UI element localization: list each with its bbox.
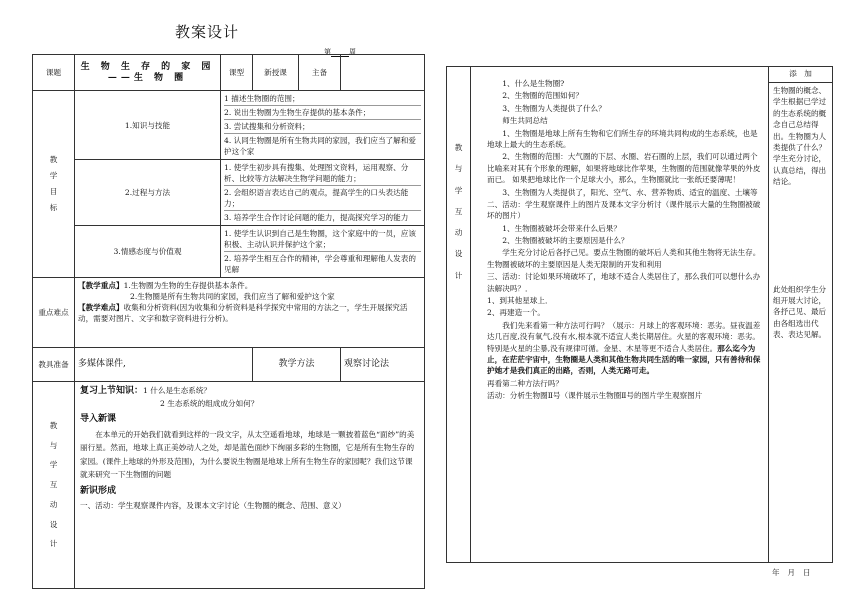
- review-question: 1 什么是生态系统？: [143, 386, 212, 395]
- option: 2、再建造一个。: [487, 308, 545, 318]
- emotion-items: [221, 226, 425, 278]
- summary-point: 1、生物圈是地球上所有生物和它们所生存的环境共同构成的生态系统，也是地球上最大的生态系统。: [487, 128, 758, 149]
- second-method: 再看第二种方法行吗？: [487, 378, 563, 388]
- note-two: 此处组织学生分组开展大讨论，各抒己见、最后由各组选出代表、表达见解。: [773, 284, 827, 340]
- process-item: 1. 使学生初步具有搜集、处理图文资料，运用观察、分析、比较等方法解决生物学问题的能力；: [224, 161, 421, 186]
- prep-value: 多媒体课件,: [75, 348, 253, 382]
- left-process-content: [75, 382, 425, 589]
- method-value: 观察讨论法: [341, 348, 425, 382]
- focus-item: 2.生物圈是所有生物共同的家园，我们应当了解和爱护这个家: [130, 292, 335, 301]
- right-lesson-table: [446, 66, 833, 563]
- question: 3、生物圈为人类提供了什么？: [502, 103, 606, 113]
- process-items: [221, 160, 425, 226]
- difficulty-text: 收集和分析资料(因为收集和分析资料是科学探究中常用的方法之一，学生开展探究活动，需要对图片、文字和数字资料进行分析)。: [78, 303, 408, 323]
- goal-process-row: [33, 160, 425, 226]
- new-knowledge-title: 新识形成: [80, 486, 117, 497]
- key-points-row: [33, 278, 425, 348]
- option: 1、到其他星球上．: [487, 296, 553, 306]
- knowledge-label: 1.知识与技能: [75, 91, 221, 160]
- teacher-label: 主备: [299, 55, 341, 91]
- question: 2、生物圈的范围如何？: [502, 91, 583, 101]
- key-points-label: 重点难点: [33, 278, 75, 348]
- goals-label: 教 学 目 标: [33, 91, 75, 278]
- prep-row: [33, 348, 425, 382]
- emotion-item: 1. 使学生认识到自己是生物圈，这个家庭中的一员，应该积极、主动认识并保护这个家；: [224, 227, 421, 252]
- summary-heading: 师生共同总结: [502, 116, 548, 126]
- summary-point: 3、生物圈为人类提供了，阳光、空气、水、营养物质、适宜的温度、土壤等: [502, 187, 758, 197]
- knowledge-item: 4. 认同生物圈是所有生物共同的家园，我们应当了解和爱护这个家: [224, 136, 416, 156]
- emotion-item: 2. 培养学生相互合作的精神，学会尊重和理解他人发表的见解: [224, 254, 416, 274]
- question: 1、什么是生物圈?: [502, 79, 565, 88]
- process-label: 2.过程与方法: [75, 160, 221, 226]
- note-one: 生物圈的概念、学生根据已学过的生态系统的概念自己总结得出。生物圈为人类提供了什么？学生充分讨论，认真总结，得出结论。: [773, 86, 827, 187]
- add-label: 添 加: [769, 67, 832, 83]
- key-points-content: [75, 278, 425, 348]
- intro-text: 在本单元的开始我们就看到这样的一段文字，从太空遥看地球，地球是一颗披着蓝色“面纱”的美丽行星。然而，地球上真正美妙动人之处，却是蓝色面纱下绚丽多彩的生物圈，它是所有生物生存的家园。(课件上地球的外形及范围)，为什么要说生物圈是地球上所有生物生存的家园呢？我们这节课就来研究一下生物圈的问题: [80, 430, 415, 479]
- knowledge-item: 1 描述生物圈的范围；: [224, 92, 421, 106]
- knowledge-items: [221, 91, 425, 160]
- activity-one: 一、活动：学生观察课件内容，及课本文字讨论（生物圈的概念、范围、意义）: [80, 501, 346, 511]
- right-process-label: 教 与 学 互 动 设 计: [447, 67, 471, 563]
- difficulty-tag: 【教学难点】: [78, 303, 124, 312]
- goal-emotion-row: [33, 226, 425, 278]
- knowledge-item: 2. 说出生物圈为生物生存提供的基本条件；: [224, 106, 421, 120]
- analysis-text: 我们先来看第一种方法可行吗？（展示：月球上的客观环境：恶劣。昼夜温差达几百度,没有氧气,没有水,根本就不适宜人类长期居住。火星的客观环境：恶劣。特别是火星的尘暴,没有规律可循。金星、木星等更不适合人类居住。那么迄今为止，在茫茫宇宙中，生物圈是人类和其他生物共同生活的唯一家园，只有善待和保护她才是我们真正的出路，否则，人类无路可走。: [487, 320, 761, 376]
- focus-tag: 【教学重点】: [78, 281, 124, 290]
- activity-three: 三、活动：讨论如果环境破坏了，地球不适合人类居住了，那么我们可以想什么办法解决吗？．: [487, 272, 761, 293]
- topic-value: 生 物 生 存 的 家 园——生 物 圈: [75, 55, 221, 91]
- week-field: 第 周: [324, 48, 356, 56]
- right-process-row: [447, 67, 833, 563]
- summary-point: 2、生物圈的范围：大气圈的下层、水圈、岩石圈的上层，我们可以通过两个比喻来对其有个形象的理解，如果将地球比作苹果，生物圈的范围就像苹果的外皮而已。 如果把地球比作一个足球大小，那么，生物圈就比一张纸还要薄呢！: [487, 152, 761, 185]
- goal-knowledge-row: [33, 91, 425, 160]
- process-item: 2. 会组织语言表达自己的观点，提高学生的口头表达能力；: [224, 186, 421, 211]
- review-title: 复习上节知识：: [80, 386, 144, 396]
- activity-two: 二、活动：学生观察课件上的图片及课本文字分析讨（课件展示大量的生物圈被破坏的图片）: [487, 199, 761, 221]
- review-question: 2 生态系统的组成成分如何？: [160, 399, 259, 409]
- left-process-label: 教 与 学 互 动 设 计: [33, 382, 75, 589]
- topic-row: [33, 55, 425, 91]
- process-item: 3. 培养学生合作讨论问题的能力，提高探究学习的能力: [224, 213, 409, 222]
- conclusion-text: 那么迄今为止，在茫茫宇宙中，生物圈是人类和其他生物共同生活的唯一家园，只有善待和保护她才是我们真正的出路，否则，人类无路可走。: [487, 343, 761, 376]
- prep-label: 教具准备: [33, 348, 75, 382]
- focus-item: 1.生物圈为生物的生存提供基本条件。: [123, 281, 253, 290]
- knowledge-item: 3. 尝试搜集和分析资料；: [224, 120, 421, 134]
- method-label: 教学方法: [253, 348, 341, 382]
- teacher-value[interactable]: [341, 55, 425, 91]
- type-value: 新授课: [253, 55, 299, 91]
- date-footer: 年月日: [772, 568, 819, 577]
- type-label: 课型: [221, 55, 253, 91]
- page-title: 教案设计: [175, 23, 240, 41]
- left-lesson-table: [32, 54, 425, 589]
- left-process-row: [33, 382, 425, 589]
- question: 2、生物圈被破坏的主要原因是什么？: [502, 236, 629, 246]
- intro-title: 导入新课: [80, 414, 117, 425]
- notes-column: [769, 67, 833, 563]
- activity-four: 活动：分析生物圈Ⅱ号（课件展示生物圈Ⅱ号的图片学生观察图片: [487, 391, 703, 401]
- question: 1、生物圈被破坏会带来什么后果？: [502, 223, 621, 233]
- right-process-content: [471, 67, 769, 563]
- topic-label: 课题: [33, 55, 75, 91]
- emotion-label: 3.情感态度与价值观: [75, 226, 221, 278]
- discussion-point: 学生充分讨论后各抒己见。要点生物圈的破坏后人类和其他生物将无法生存。生物圈被破坏的主要原因是人类无限制的开发和利用: [487, 248, 761, 269]
